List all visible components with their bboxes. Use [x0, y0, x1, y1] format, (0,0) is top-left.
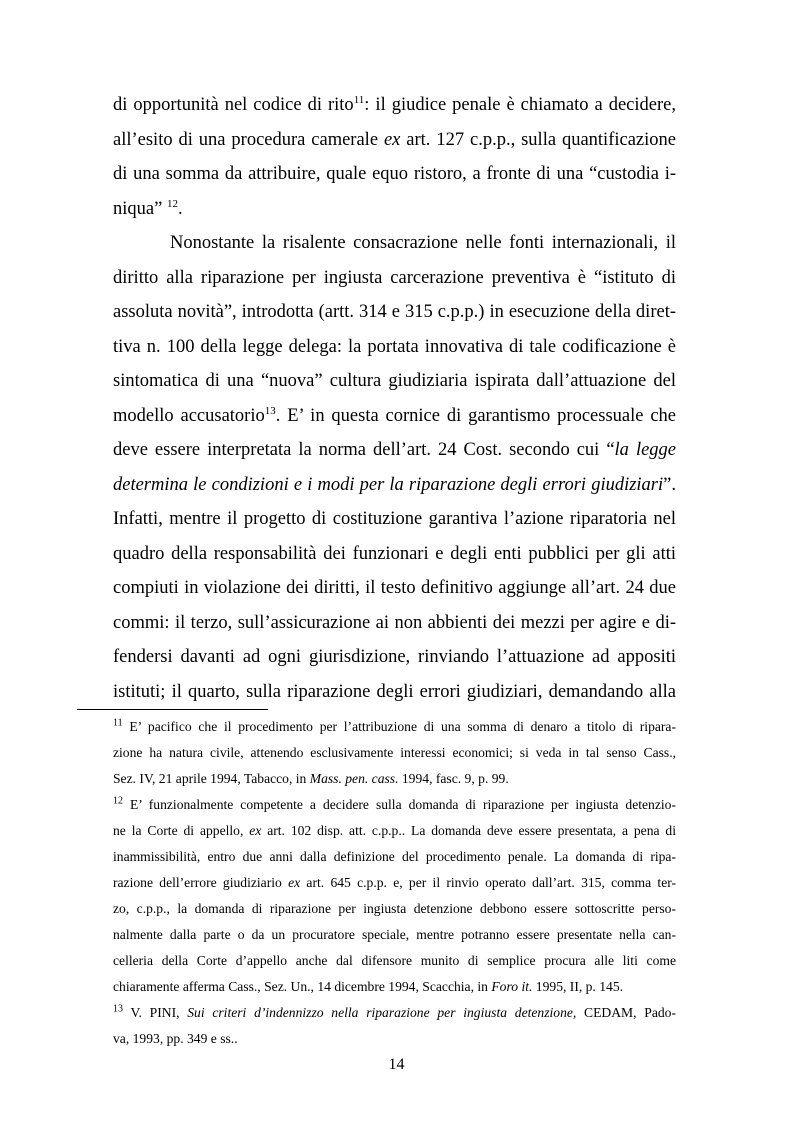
text-run: CEDAM, Pado- [576, 1005, 676, 1020]
text-run: quadro della responsabilità dei funzionari e degli enti pubblici per gli atti [113, 543, 676, 564]
body-line [113, 330, 676, 365]
body-line [113, 571, 676, 606]
footnote-line [113, 714, 676, 740]
footnote-line [113, 896, 676, 922]
text-run: E’ funzionalmente competente a decidere sulla domanda di riparazione per ingiusta detenzio- [123, 797, 676, 812]
footnote-line [113, 844, 676, 870]
text-run: diritto alla riparazione per ingiusta carcerazione preventiva è “istituto di [113, 267, 676, 288]
text-run: ne la Corte di appello, [113, 823, 250, 838]
italic-text: determina le condizioni e i modi per la riparazione degli errori giudiziari [113, 474, 664, 495]
text-run: nalmente dalla parte o da un procuratore speciale, mentre potranno essere presentate nella can- [113, 927, 676, 942]
body-line [113, 157, 676, 192]
footnote-separator [77, 709, 268, 710]
body-line [113, 468, 676, 503]
italic-text: Foro it. [491, 979, 533, 994]
footnote-line [113, 792, 676, 818]
text-run: zo, c.p.p., la domanda di riparazione per ingiusta detenzione debbono essere sottoscritte perso- [113, 901, 676, 916]
text-run: tiva n. 100 della legge delega: la portata innovativa di tale codificazione è [113, 336, 676, 357]
body-line [113, 261, 676, 296]
text-run: di opportunità nel codice di rito [113, 95, 354, 115]
italic-text: ex [288, 875, 301, 890]
footnote-line [113, 870, 676, 896]
text-run: istituti; il quarto, sulla riparazione degli errori giudiziari, demandando alla [113, 681, 676, 702]
body-line [113, 433, 676, 468]
text-run: art. 645 c.p.p. e, per il rinvio operato dall’art. 315, comma ter- [300, 875, 677, 890]
text-run: 1994, fasc. 9, p. 99. [398, 771, 509, 786]
text-run: commi: il terzo, sull’assicurazione ai non abbienti dei mezzi per agire e di- [113, 612, 676, 633]
text-run: ”. [663, 474, 676, 495]
text-run: deve essere interpretata la norma dell’art. 24 Cost. secondo cui “ [113, 440, 615, 460]
text-run: E’ pacifico che il procedimento per l’attribuzione di una somma di denaro a titolo di ripara- [122, 719, 676, 734]
text-run: va, 1993, pp. 349 e ss.. [113, 1031, 238, 1046]
text-run: sintomatica di una “nuova” cultura giudiziaria ispirata dall’attuazione del [113, 371, 676, 391]
text-run: inammissibilità, entro due anni dalla definizione del procedimento penale. La domanda di ripa- [113, 849, 676, 864]
text-run: zione ha natura civile, attenendo esclusivamente interessi economici; si veda in tal senso Cass., [113, 745, 676, 760]
text-run: chiaramente afferma Cass., Sez. Un., 14 dicembre 1994, Scacchia, in [113, 979, 492, 994]
footnote-marker: 13 [113, 1003, 123, 1015]
text-run: assoluta novità”, introdotta (artt. 314 e 315 c.p.p.) in esecuzione della diret- [113, 302, 676, 322]
body-line [113, 295, 676, 330]
text-run: . [177, 198, 183, 219]
footnote-line [113, 818, 676, 844]
text-run: . E’ in questa cornice di garantismo processuale che [275, 405, 676, 426]
italic-text: ex [249, 823, 262, 838]
page-number: 14 [388, 1056, 405, 1073]
text-run: compiuti in violazione dei diritti, il testo definitivo aggiunge all’art. 24 due [113, 578, 676, 598]
text-run: art. 127 c.p.p., sulla quantificazione [400, 129, 676, 150]
body-line [113, 123, 676, 158]
footnote-line [113, 1000, 676, 1026]
footnote-marker: 13 [264, 404, 276, 417]
italic-text: Sui criteri d’indennizzo nella riparazione per ingiusta detenzione, [187, 1005, 577, 1020]
footnote-marker: 12 [166, 197, 178, 210]
footnote-line [113, 922, 676, 948]
text-run: Infatti, mentre il progetto di costituzione garantiva l’azione riparatoria nel [113, 509, 676, 529]
body-line [113, 88, 676, 123]
text-run: Sez. IV, 21 aprile 1994, Tabacco, in [113, 771, 310, 786]
text-run: : il giudice penale è chiamato a decidere, [364, 95, 676, 115]
text-run: di una somma da attribuire, quale equo ristoro, a fronte di una “custodia i- [113, 164, 676, 184]
footnote-marker: 11 [113, 717, 123, 729]
text-run: niqua” [113, 198, 167, 219]
footnote-line [113, 948, 676, 974]
text-run: modello accusatorio [113, 405, 265, 426]
body-line [113, 502, 676, 537]
footnote-line [113, 766, 676, 792]
text-run: razione dell’errore giudiziario [113, 875, 289, 890]
italic-text: ex [383, 129, 401, 150]
text-run: fendersi davanti ad ogni giurisdizione, rinviando l’attuazione ad appositi [113, 647, 676, 667]
body-line [113, 537, 676, 572]
body-line [113, 640, 676, 675]
body-line [113, 606, 676, 641]
text-run: 1995, II, p. 145. [532, 979, 624, 994]
text-run: all’esito di una procedura camerale [113, 129, 384, 150]
body-line [113, 399, 676, 434]
footnote-marker: 12 [113, 795, 123, 807]
text-run: celleria della Corte d’appello anche dal difensore munito di semplice procura alle liti come [113, 953, 676, 968]
body-text [113, 88, 676, 709]
text-run: V. PINI, [123, 1005, 188, 1020]
footnote-line [113, 740, 676, 766]
body-line [113, 364, 676, 399]
italic-text: la legge [614, 440, 677, 460]
text-run: Nonostante la risalente consacrazione nelle fonti internazionali, il [170, 233, 676, 253]
body-line [113, 675, 676, 710]
footnote-line [113, 974, 676, 1000]
italic-text: Mass. pen. cass. [309, 771, 399, 786]
text-run: art. 102 disp. att. c.p.p.. La domanda deve essere presentata, a pena di [261, 823, 676, 838]
body-line [113, 192, 676, 227]
body-line [113, 226, 676, 261]
footnote-marker: 11 [353, 93, 365, 106]
footnotes [113, 714, 676, 1052]
footnote-line [113, 1026, 676, 1052]
